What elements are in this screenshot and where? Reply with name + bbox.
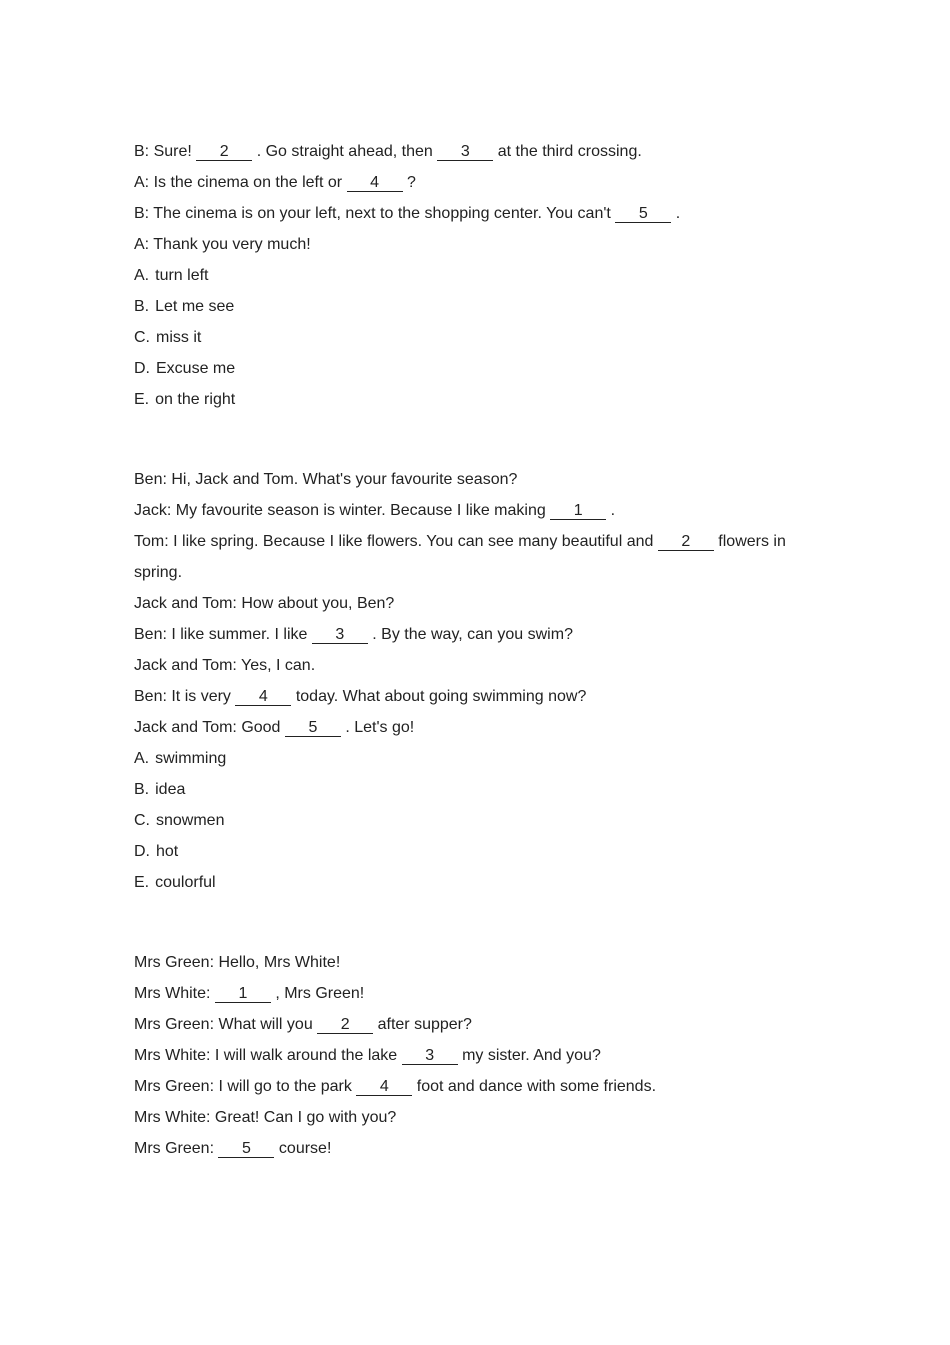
dialogue-line: [134, 1040, 824, 1071]
dialogue-line: [134, 136, 824, 167]
option-letter: B.: [134, 781, 150, 798]
dialogue-line: [134, 495, 824, 526]
dialogue-line: [134, 650, 824, 681]
option-letter: D.: [134, 360, 150, 377]
dialogue-text: .: [606, 502, 616, 519]
dialogue-text: Jack and Tom: Good: [134, 719, 285, 736]
dialogue-text: B: The cinema is on your left, next to the shopping center. You can't: [134, 205, 616, 222]
dialogue-text: . Let's go!: [340, 719, 415, 736]
answer-blank: 4: [347, 175, 403, 192]
dialogue-text: Mrs White:: [134, 985, 215, 1002]
dialogue-line: [134, 1102, 824, 1133]
answer-option: [134, 260, 824, 291]
dialogue-text: ?: [402, 174, 416, 191]
option-text: swimming: [155, 750, 227, 767]
dialogue-text: course!: [274, 1140, 332, 1157]
answer-option: [134, 291, 824, 322]
dialogue-text: Ben: I like summer. I like: [134, 626, 312, 643]
option-text: idea: [155, 781, 186, 798]
answer-option: [134, 774, 824, 805]
dialogue-line: [134, 198, 824, 229]
dialogue-text: Tom: I like spring. Because I like flowers. You can see many beautiful and: [134, 533, 658, 550]
dialogue-section-1: [134, 136, 824, 415]
document-page: [134, 136, 824, 1164]
dialogue-text: flowers in spring.: [134, 533, 786, 581]
option-letter: E.: [134, 874, 150, 891]
answer-blank: 3: [437, 144, 493, 161]
dialogue-text: Mrs White: Great! Can I go with you?: [134, 1109, 397, 1126]
dialogue-line: [134, 978, 824, 1009]
dialogue-text: . Go straight ahead, then: [252, 143, 438, 160]
dialogue-text: my sister. And you?: [457, 1047, 601, 1064]
answer-option: [134, 743, 824, 774]
option-text: miss it: [156, 329, 202, 346]
option-text: coulorful: [155, 874, 216, 891]
dialogue-line: [134, 712, 824, 743]
dialogue-text: .: [671, 205, 681, 222]
dialogue-section-3: [134, 947, 824, 1164]
dialogue-text: at the third crossing.: [493, 143, 642, 160]
dialogue-line: [134, 588, 824, 619]
dialogue-text: A: Thank you very much!: [134, 236, 311, 253]
option-letter: B.: [134, 298, 150, 315]
answer-blank: 4: [356, 1079, 412, 1096]
dialogue-line: [134, 619, 824, 650]
dialogue-section-2: [134, 464, 824, 898]
dialogue-text: Mrs Green:: [134, 1140, 219, 1157]
answer-blank: 2: [317, 1017, 373, 1034]
dialogue-text: , Mrs Green!: [270, 985, 365, 1002]
dialogue-text: Mrs White: I will walk around the lake: [134, 1047, 402, 1064]
dialogue-text: today. What about going swimming now?: [291, 688, 587, 705]
option-text: Excuse me: [156, 360, 236, 377]
answer-blank: 1: [215, 986, 271, 1003]
answer-blank: 5: [218, 1141, 274, 1158]
dialogue-line: [134, 947, 824, 978]
option-letter: A.: [134, 750, 150, 767]
option-letter: E.: [134, 391, 150, 408]
answer-blank: 2: [658, 534, 714, 551]
option-letter: C.: [134, 812, 150, 829]
dialogue-line: [134, 1009, 824, 1040]
answer-option: [134, 353, 824, 384]
dialogue-line: [134, 229, 824, 260]
dialogue-line: [134, 464, 824, 495]
answer-option: [134, 322, 824, 353]
option-letter: A.: [134, 267, 150, 284]
option-text: turn left: [155, 267, 209, 284]
dialogue-line: [134, 526, 824, 588]
section-gap: [134, 415, 824, 464]
dialogue-text: Jack: My favourite season is winter. Because I like making: [134, 502, 551, 519]
dialogue-text: Mrs Green: I will go to the park: [134, 1078, 357, 1095]
dialogue-text: A: Is the cinema on the left or: [134, 174, 347, 191]
dialogue-text: B: Sure!: [134, 143, 197, 160]
option-text: hot: [156, 843, 179, 860]
dialogue-text: Ben: Hi, Jack and Tom. What's your favourite season?: [134, 471, 518, 488]
option-letter: C.: [134, 329, 150, 346]
option-letter: D.: [134, 843, 150, 860]
answer-blank: 4: [235, 689, 291, 706]
answer-option: [134, 836, 824, 867]
section-gap: [134, 898, 824, 947]
answer-blank: 3: [402, 1048, 458, 1065]
answer-blank: 2: [196, 144, 252, 161]
dialogue-line: [134, 1071, 824, 1102]
answer-blank: 5: [615, 206, 671, 223]
dialogue-text: Mrs Green: Hello, Mrs White!: [134, 954, 341, 971]
answer-option: [134, 867, 824, 898]
answer-option: [134, 384, 824, 415]
dialogue-text: foot and dance with some friends.: [412, 1078, 657, 1095]
dialogue-line: [134, 167, 824, 198]
option-text: Let me see: [155, 298, 235, 315]
answer-blank: 3: [312, 627, 368, 644]
dialogue-text: Ben: It is very: [134, 688, 236, 705]
answer-blank: 1: [550, 503, 606, 520]
answer-option: [134, 805, 824, 836]
answer-blank: 5: [285, 720, 341, 737]
dialogue-text: Jack and Tom: Yes, I can.: [134, 657, 316, 674]
dialogue-text: Mrs Green: What will you: [134, 1016, 318, 1033]
option-text: on the right: [155, 391, 236, 408]
dialogue-line: [134, 1133, 824, 1164]
dialogue-text: . By the way, can you swim?: [367, 626, 573, 643]
dialogue-text: after supper?: [373, 1016, 472, 1033]
option-text: snowmen: [156, 812, 225, 829]
dialogue-text: Jack and Tom: How about you, Ben?: [134, 595, 395, 612]
dialogue-line: [134, 681, 824, 712]
